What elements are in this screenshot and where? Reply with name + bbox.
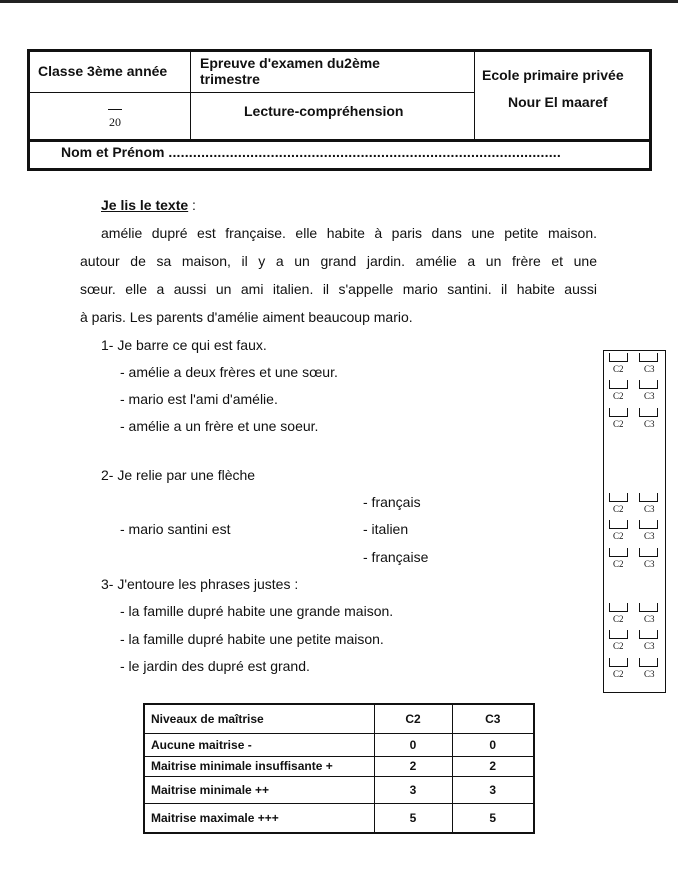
table-cell: Maitrise maximale +++ [144,803,374,833]
name-dots: ................................................................................................ [168,144,561,160]
exam-header [27,49,652,171]
grade-checkbox[interactable] [609,520,628,529]
grade-checkbox[interactable] [639,630,658,639]
table-header-cell: C2 [374,704,452,733]
grade-checkbox[interactable] [609,408,628,417]
table-cell: Maitrise minimale ++ [144,776,374,803]
criterion-label: C3 [644,641,655,651]
question-3-item[interactable]: - la famille dupré habite une petite maison. [120,631,384,647]
table-cell: 5 [374,803,452,833]
subject-title: Lecture-compréhension [244,103,404,119]
score-fraction [103,109,127,130]
criterion-label: C3 [644,504,655,514]
criterion-label: C2 [613,641,624,651]
table-cell: 3 [374,776,452,803]
header-divider [30,139,649,142]
question-2-subject[interactable]: - mario santini est [120,521,231,537]
fraction-bar [108,109,122,110]
grade-checkbox[interactable] [609,603,628,612]
table-header-cell: Niveaux de maîtrise [144,704,374,733]
table-cell: Aucune maitrise - [144,733,374,756]
header-divider [30,92,474,93]
text-line: autour de sa maison, il y a un grand jardin. amélie a un frère et une [80,253,597,269]
grade-checkbox[interactable] [639,493,658,502]
question-2-label: 2- Je relie par une flèche [101,467,256,483]
question-2-option[interactable]: - français [363,494,421,510]
grade-checkbox[interactable] [609,380,628,389]
mastery-levels-table [143,703,535,834]
table-cell: Maitrise minimale insuffisante + [144,756,374,776]
grade-checkbox[interactable] [639,520,658,529]
question-3-label: 3- J'entoure les phrases justes : [101,576,299,592]
table-header-cell: C3 [452,704,534,733]
table-cell: 5 [452,803,534,833]
criterion-label: C3 [644,614,655,624]
grade-checkbox[interactable] [639,603,658,612]
question-2-option[interactable]: - italien [363,521,409,537]
criterion-label: C2 [613,364,624,374]
section-heading: Je lis le texte : [101,197,196,213]
grade-checkbox[interactable] [639,380,658,389]
table-row [144,733,534,756]
grade-checkbox[interactable] [609,658,628,667]
criterion-label: C2 [613,559,624,569]
table-row [144,756,534,776]
exam-title-line2: trimestre [200,71,260,87]
table-cell: 0 [374,733,452,756]
table-cell: 2 [374,756,452,776]
question-1-item[interactable]: - mario est l'ami d'amélie. [120,391,278,407]
grading-margin [603,350,666,693]
score-denominator: 20 [109,115,121,129]
table-row [144,776,534,803]
question-1-item[interactable]: - amélie a deux frères et une sœur. [120,364,338,380]
class-label: Classe 3ème année [38,63,168,79]
table-cell: 3 [452,776,534,803]
top-rule [0,0,678,3]
question-1-item[interactable]: - amélie a un frère et une soeur. [120,418,319,434]
table-cell: 2 [452,756,534,776]
question-3-item[interactable]: - le jardin des dupré est grand. [120,658,310,674]
criterion-label: C3 [644,669,655,679]
criterion-label: C3 [644,391,655,401]
criterion-label: C3 [644,419,655,429]
question-2-option[interactable]: - française [363,549,429,565]
criterion-label: C2 [613,531,624,541]
table-header-row [144,704,534,733]
criterion-label: C2 [613,391,624,401]
header-divider [474,52,475,139]
criterion-label: C2 [613,419,624,429]
grade-checkbox[interactable] [639,658,658,667]
question-3-item[interactable]: - la famille dupré habite une grande maison. [120,603,394,619]
grade-checkbox[interactable] [609,548,628,557]
criterion-label: C2 [613,504,624,514]
name-field[interactable] [61,145,561,160]
criterion-label: C3 [644,364,655,374]
grade-checkbox[interactable] [609,353,628,362]
text-line: sœur. elle a aussi un ami italien. il s'appelle mario santini. il habite aussi [80,281,597,297]
table-cell: 0 [452,733,534,756]
header-divider [190,52,191,139]
grade-checkbox[interactable] [609,493,628,502]
question-1-label: 1- Je barre ce qui est faux. [101,337,267,353]
criterion-label: C3 [644,531,655,541]
school-name-line1: Ecole primaire privée [482,67,624,83]
text-line: amélie dupré est française. elle habite à paris dans une petite maison. [101,225,597,241]
school-name-line2: Nour El maaref [508,94,608,110]
criterion-label: C2 [613,669,624,679]
grade-checkbox[interactable] [639,408,658,417]
name-label: Nom et Prénom [61,144,165,160]
grade-checkbox[interactable] [639,548,658,557]
exam-title-line1: Epreuve d'examen du2ème [200,55,380,71]
table-row [144,803,534,833]
grade-checkbox[interactable] [639,353,658,362]
criterion-label: C3 [644,559,655,569]
criterion-label: C2 [613,614,624,624]
text-line: à paris. Les parents d'amélie aiment beaucoup mario. [80,309,413,325]
grade-checkbox[interactable] [609,630,628,639]
